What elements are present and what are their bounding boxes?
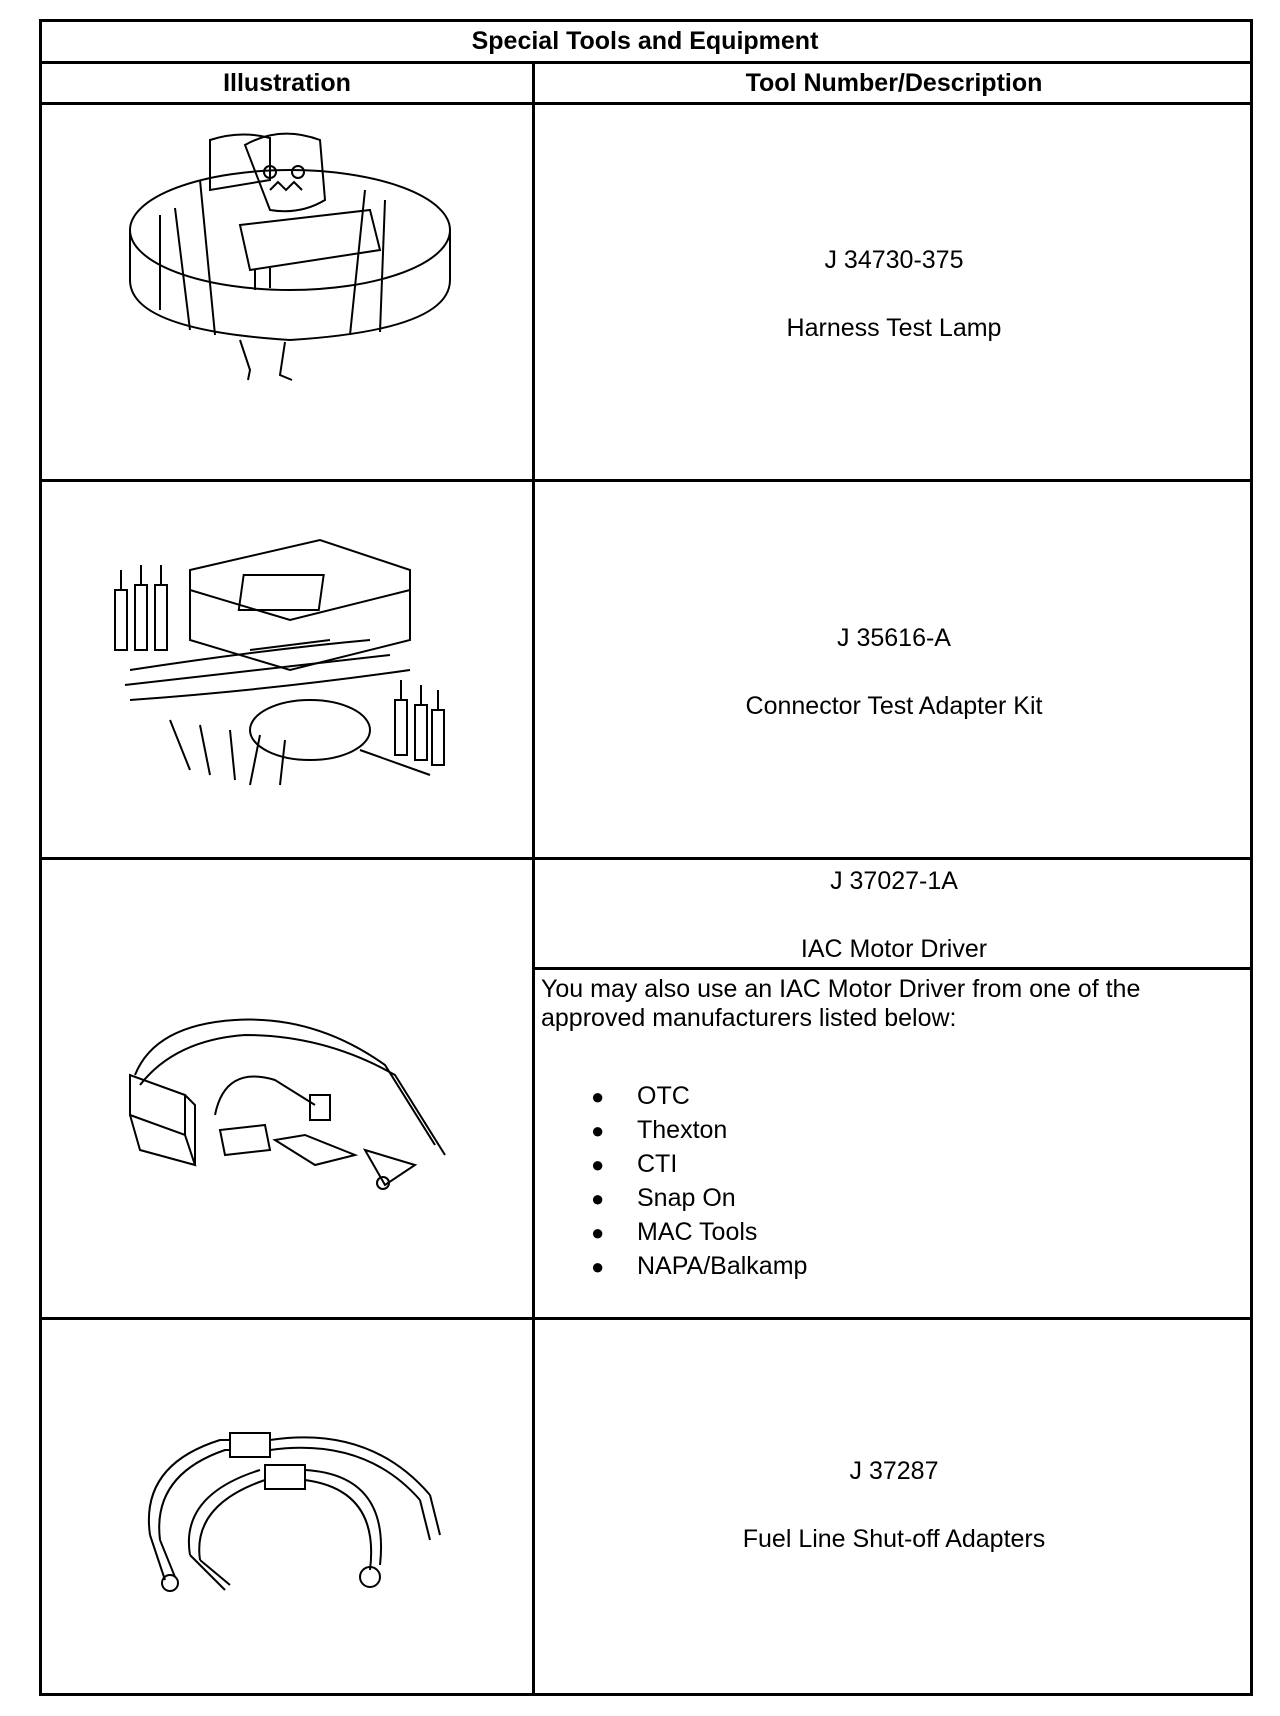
manufacturer-list [541, 1079, 1241, 1283]
list-item [541, 1181, 1241, 1215]
list-item [541, 1079, 1241, 1113]
list-item [541, 1249, 1241, 1283]
manufacturer-name: NAPA/Balkamp [637, 1251, 808, 1280]
tool-name: Fuel Line Shut-off Adapters [742, 1525, 1046, 1553]
manufacturer-name: MAC Tools [637, 1217, 758, 1246]
tool-row-3-description [535, 866, 1253, 964]
iac-split-divider [535, 967, 1253, 970]
column-header-illustration: Illustration [223, 68, 351, 97]
connector-test-adapter-kit-illustration [110, 530, 460, 810]
table-title: Special Tools and Equipment [471, 26, 819, 55]
bullet-icon: ● [591, 1219, 605, 1245]
tool-name: Connector Test Adapter Kit [745, 692, 1043, 720]
manufacturer-name: CTI [637, 1149, 678, 1178]
manufacturer-name: Thexton [637, 1115, 728, 1144]
column-header-description: Tool Number/Description [745, 68, 1043, 97]
bullet-icon: ● [591, 1253, 605, 1279]
list-item [541, 1113, 1241, 1147]
bullet-icon: ● [591, 1185, 605, 1211]
row-divider-2 [39, 857, 1253, 860]
list-item [541, 1147, 1241, 1181]
manufacturer-name: Snap On [637, 1183, 736, 1212]
tool-name: Harness Test Lamp [786, 314, 1002, 342]
tool-number: J 37287 [849, 1457, 939, 1485]
list-item [541, 1215, 1241, 1249]
row-divider-1 [39, 479, 1253, 482]
tool-number: J 37027-1A [830, 867, 958, 895]
approved-manufacturers-note [541, 975, 1241, 1283]
bullet-icon: ● [591, 1151, 605, 1177]
tool-row-2-description [535, 623, 1253, 721]
harness-test-lamp-illustration [120, 120, 460, 400]
iac-motor-driver-illustration [115, 1005, 455, 1205]
note-text: You may also use an IAC Motor Driver from one of the approved manufacturers listed below: [541, 975, 1141, 1032]
tool-row-4-description [535, 1456, 1253, 1554]
tool-number: J 35616-A [837, 624, 951, 652]
row-divider-3 [39, 1317, 1253, 1320]
tool-row-1-description [535, 245, 1253, 343]
bullet-icon: ● [591, 1117, 605, 1143]
manufacturer-name: OTC [637, 1081, 690, 1110]
tool-number: J 34730-375 [824, 246, 964, 274]
bullet-icon: ● [591, 1083, 605, 1109]
header-divider [39, 102, 1253, 105]
fuel-line-shutoff-adapters-illustration [130, 1405, 460, 1605]
tool-name: IAC Motor Driver [800, 935, 988, 963]
